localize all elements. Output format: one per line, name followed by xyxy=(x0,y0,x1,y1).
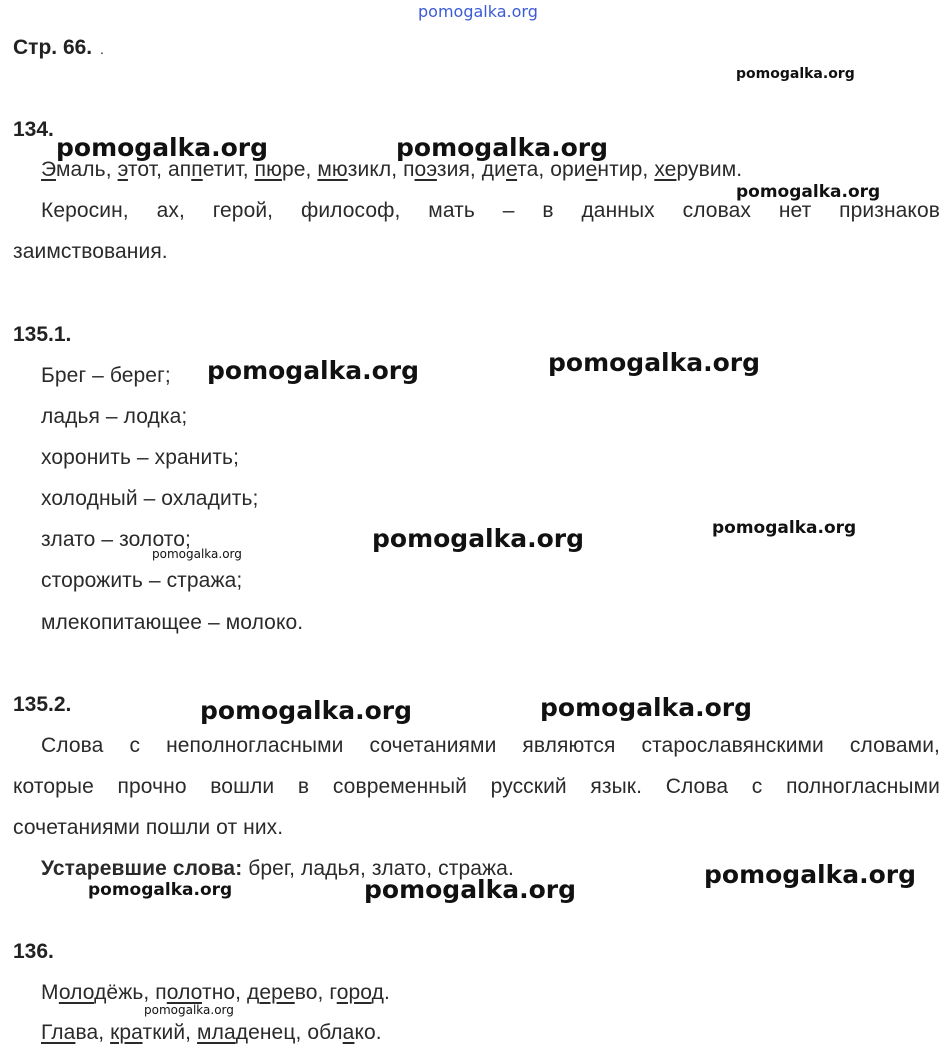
text-segment: М xyxy=(41,981,59,1004)
vowel-combination: оро xyxy=(336,981,372,1004)
watermark: pomogalka.org xyxy=(736,66,855,82)
vowel-combination: мла xyxy=(197,1021,236,1044)
pair-item: Брег – берег; xyxy=(41,364,171,387)
watermark: pomogalka.org xyxy=(712,518,857,538)
text-segment: рувим. xyxy=(676,158,743,181)
vowel-combination: оло xyxy=(58,981,95,1004)
watermark: pomogalka.org xyxy=(88,880,233,900)
text-segment: тот, ап xyxy=(127,158,192,181)
stressed-segment: е xyxy=(585,158,598,181)
stressed-segment: е xyxy=(506,158,518,181)
text-segment: ва, xyxy=(75,1021,111,1044)
stressed-segment: хе xyxy=(654,158,677,181)
stressed-segment: мю xyxy=(317,158,348,181)
stressed-segment: пю xyxy=(254,158,282,181)
exercise-136-line-2 xyxy=(41,1021,382,1045)
exercise-134-number: 134. xyxy=(13,118,54,141)
pair-item: холодный – охладить; xyxy=(41,487,259,510)
text-segment: зия, ди xyxy=(436,158,506,181)
pair-item: хоронить – хранить; xyxy=(41,446,240,469)
watermark: pomogalka.org xyxy=(540,693,753,722)
stressed-segment: оэ xyxy=(414,158,437,181)
text-segment: дёжь, п xyxy=(94,981,167,1004)
vowel-combination: Гла xyxy=(41,1021,76,1044)
text-segment: ткий, xyxy=(142,1021,198,1044)
stressed-segment: п xyxy=(191,158,203,181)
pair-item: млекопитающее – молоко. xyxy=(41,611,304,634)
site-header-watermark: pomogalka.org xyxy=(418,2,538,21)
text-segment: ре, xyxy=(281,158,318,181)
page-label-text: Стр. 66. xyxy=(13,36,93,59)
text-segment: д. xyxy=(371,981,390,1004)
watermark: pomogalka.org xyxy=(736,182,881,202)
watermark: pomogalka.org xyxy=(548,348,761,377)
watermark: pomogalka.org xyxy=(207,356,420,385)
text-segment: ко. xyxy=(354,1021,382,1044)
exercise-135-2-line-3: сочетаниями пошли от них. xyxy=(13,816,284,839)
watermark: pomogalka.org xyxy=(396,133,609,162)
watermark: pomogalka.org xyxy=(152,547,242,561)
stray-mark: . xyxy=(99,41,104,57)
watermark: pomogalka.org xyxy=(704,860,917,889)
obsolete-words-label: Устаревшие слова: xyxy=(41,857,243,880)
pair-item: сторожить – стража; xyxy=(41,569,243,592)
text-segment: денец, обл xyxy=(235,1021,343,1044)
text-segment: , xyxy=(105,158,118,181)
exercise-134-line-2: Керосин, ах, герой, философ, мать – в данных словах нет признаков xyxy=(41,199,940,222)
obsolete-words-list: брег, ладья, злато, стража. xyxy=(242,857,514,880)
text-segment: во, г xyxy=(294,981,337,1004)
vowel-combination: оло xyxy=(166,981,202,1004)
watermark: pomogalka.org xyxy=(144,1003,234,1017)
vowel-combination: а xyxy=(342,1021,355,1044)
watermark: pomogalka.org xyxy=(200,696,413,725)
stressed-segment: Э xyxy=(41,158,56,181)
watermark: pomogalka.org xyxy=(56,133,269,162)
pair-item: ладья – лодка; xyxy=(41,405,188,428)
text-segment: тно, д xyxy=(201,981,260,1004)
text-segment: зикл, п xyxy=(347,158,415,181)
exercise-136-line-1 xyxy=(41,981,390,1005)
exercise-135-2-number: 135.2. xyxy=(13,693,72,716)
stressed-segment: э xyxy=(117,158,128,181)
exercise-134-line-3: заимствования. xyxy=(13,240,168,263)
watermark: pomogalka.org xyxy=(372,524,585,553)
vowel-combination: кра xyxy=(110,1021,143,1044)
text-segment: та, ори xyxy=(517,158,586,181)
exercise-136-number: 136. xyxy=(13,940,54,963)
pair-item: злато – золото; xyxy=(41,528,191,551)
exercise-135-2-line-1: Слова с неполногласными сочетаниями являются старославянскими словами, xyxy=(41,734,940,757)
text-segment: нтир, xyxy=(597,158,655,181)
watermark: pomogalka.org xyxy=(364,875,577,904)
text-segment: маль xyxy=(55,158,106,181)
page-label xyxy=(13,36,104,60)
text-segment: етит, xyxy=(202,158,255,181)
vowel-combination: ере xyxy=(259,981,295,1004)
exercise-135-1-number: 135.1. xyxy=(13,323,72,346)
exercise-135-2-line-2: которые прочно вошли в современный русский язык. Слова с полногласными xyxy=(13,775,940,798)
